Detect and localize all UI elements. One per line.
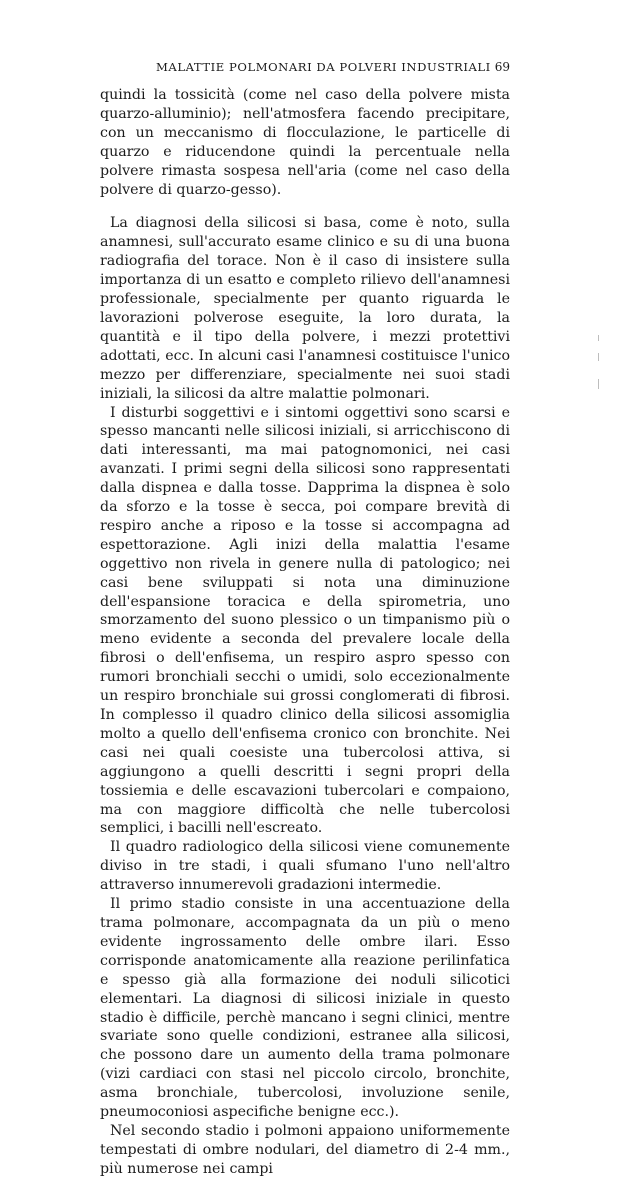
- paragraph-first-stage: Il primo stadio consiste in una accentuazione della trama polmonare, accompagnata da un più o meno evidente ingrossamento delle ombre ilari. Esso corrisponde anatomicamente alla reazione perilinfatica e spesso già alla formazione dei noduli silicotici elementari. La diagnosi di silicosi iniziale in questo stadio è difficile, perchè mancano i segni clinici, mentre svariate sono quelle condizioni, estranee alla silicosi, che possono dare un aumento della trama polmonare (vizi cardiaci con stasi nel piccolo circolo, bronchite, asma bronchiale, tubercolosi, involuzione senile, pneumoconiosi aspecifiche benigne ecc.).: [100, 896, 510, 1121]
- paragraph-diagnosis: La diagnosi della silicosi si basa, come è noto, sulla anamnesi, sull'accurato esame clinico e su di una buona radiografia del torace. Non è il caso di insistere sulla importanza di un esatto e completo rilievo dell'anamnesi professionale, specialmente per quanto riguarda le lavorazioni polverose eseguite, la loro durata, la quantità e il tipo della polvere, i mezzi protettivi adottati, ecc. In alcuni casi l'anamnesi costituisce l'unico mezzo per differenziare, specialmente nei suoi stadi iniziali, la silicosi da altre malattie polmonari.: [100, 215, 510, 402]
- paragraph-second-stage: Nel secondo stadio i polmoni appaiono uniformemente tempestati di ombre nodulari, del diametro di 2-4 mm., più numerose nei campi: [100, 1122, 510, 1177]
- paragraph-symptoms: I disturbi soggettivi e i sintomi oggettivi sono scarsi e spesso mancanti nelle silicosi iniziali, si arricchiscono di dati interessanti, ma mai patognomonici, nei casi avanzati. I primi segni della silicosi sono rappresentati dalla dispnea e dalla tosse. Dapprima la dispnea è solo da sforzo e la tosse è secca, poi compare brevità di respiro anche a riposo e la tosse si accompagna ad espettorazione. Agli inizi della malattia l'esame oggettivo non rivela in genere nulla di patologico; nei casi bene sviluppati si nota una diminuzione dell'espansione toracica e della spirometria, uno smorzamento del suono plessico o un timpanismo più o meno evidente a seconda del prevalere locale della fibrosi o dell'enfisema, un respiro aspro spesso con rumori bronchiali secchi o umidi, solo eccezionalmente un respiro bronchiale sui grossi conglomerati di fibrosi. In complesso il quadro clinico della silicosi assomiglia molto a quello dell'enfisema cronico con bronchite. Nei casi nei quali coesiste una tubercolosi attiva, si aggiungono a quelli descritti i segni propri della tossiemia e delle escavazioni tubercolari e compaiono, ma con maggiore difficoltà che nelle tubercolosi semplici, i bacilli nell'escreato.: [100, 404, 510, 837]
- running-header: [100, 60, 510, 80]
- paragraph-continuation: quindi la tossicità (come nel caso della polvere mista quarzo-alluminio); nell'atmosfera facendo precipitare, con un meccanismo di flocculazione, le particelle di quarzo e riducendone quindi la percentuale nella polvere rimasta sospesa nell'aria (come nel caso della polvere di quarzo-gesso).: [100, 87, 510, 198]
- paragraph-radiology: Il quadro radiologico della silicosi viene comunemente diviso in tre stadi, i quali sfumano l'uno nell'altro attraverso innumerevoli gradazioni intermedie.: [100, 839, 510, 894]
- page-number: 69: [494, 60, 510, 74]
- body-text: [100, 86, 510, 1179]
- scan-margin-marks: [594, 335, 606, 415]
- running-title: MALATTIE POLMONARI DA POLVERI INDUSTRIALI: [156, 60, 491, 74]
